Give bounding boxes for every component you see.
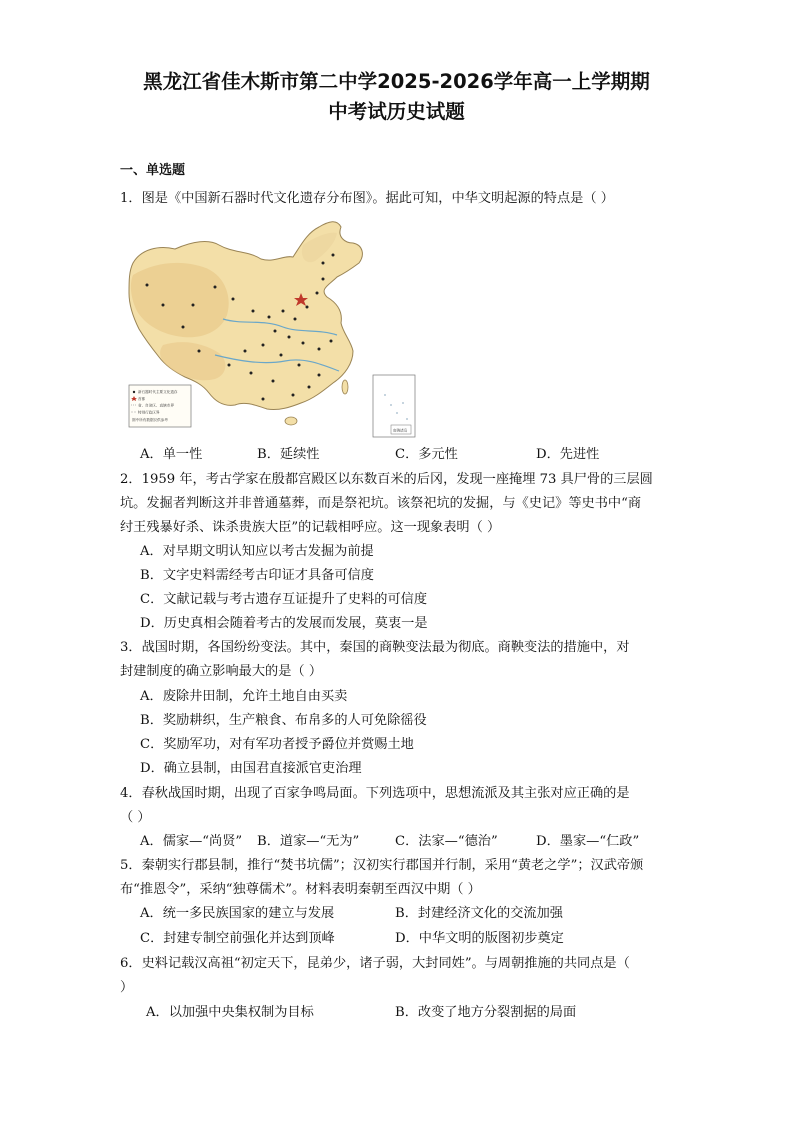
q2-option-b: B．文字史料需经考古印证才具备可信度 — [140, 568, 374, 583]
q3-option-a: A．废除井田制，允许土地自由买卖 — [140, 689, 348, 704]
q5-option-c: C．封建专制空前强化并达到顶峰 — [140, 931, 335, 946]
q5-option-b: B．封建经济文化的交流加强 — [395, 906, 563, 921]
q4-option-d: D．墨家—“仁政” — [536, 834, 640, 849]
legend-note: 图中所有数据仅供参考 — [132, 418, 168, 422]
q1-stem: 1．图是《中国新石器时代文化遗存分布图》。据此可知，中华文明起源的特点是（ ） — [120, 191, 614, 206]
document-title-line-2: 中考试历史试题 — [328, 100, 465, 123]
q4-option-c: C．法家—“德治” — [395, 834, 498, 849]
q2-stem-line-1: 2．1959 年，考古学家在殷都宫殿区以东数百米的后冈，发现一座掩埋 73 具尸骨的三层圆 — [120, 472, 653, 487]
q6-stem-line-1: 6．史料记载汉高祖“初定天下，昆弟少，诸子弱，大封同姓”。与周朝推施的共同点是（ — [120, 956, 630, 971]
q6-stem-line-2: ） — [120, 980, 134, 995]
q6-option-b: B．改变了地方分裂割据的局面 — [395, 1005, 577, 1020]
section-heading: 一、单选题 — [120, 163, 186, 178]
q5-stem-line-2: 布“推恩令”，采纳“独尊儒术”。材料表明秦朝至西汉中期（ ） — [120, 882, 481, 897]
q4-option-a: A．儒家—“尚贤” — [140, 834, 243, 849]
q1-option-b: B．延续性 — [257, 447, 320, 462]
q5-option-a: A．统一多民族国家的建立与发展 — [140, 906, 335, 921]
q2-option-c: C．文献记载与考古遗存互证提升了史料的可信度 — [140, 592, 428, 607]
legend-sar-border: 特别行政区界 — [138, 410, 160, 415]
china-map-figure — [123, 215, 421, 443]
map-inset-label: 南海诸岛 — [393, 428, 408, 433]
q1-option-d: D．先进性 — [536, 447, 600, 462]
neolithic-sites-map — [123, 215, 421, 443]
q2-stem-line-3: 纣王残暴好杀、诛杀贵族大臣”的记载相呼应。这一现象表明（ ） — [120, 520, 501, 535]
legend-capital: 首都 — [138, 397, 146, 401]
q2-stem-line-2: 坑。发掘者判断这并非普通墓葬，而是祭祀坑。该祭祀坑的发掘，与《史记》等史书中“商 — [120, 496, 642, 511]
q2-option-d: D．历史真相会随着考古的发展而发展，莫衷一是 — [140, 616, 428, 631]
q6-option-a: A．以加强中央集权制为目标 — [146, 1005, 314, 1020]
legend-province-border: 省、自治区、直辖市界 — [138, 403, 174, 408]
document-title-line-1: 黑龙江省佳木斯市第二中学2025-2026学年高一上学期期 — [143, 70, 650, 93]
q3-option-d: D．确立县制，由国君直接派官吏治理 — [140, 761, 362, 776]
q3-stem-line-1: 3．战国时期，各国纷纷变法。其中，秦国的商鞅变法最为彻底。商鞅变法的措施中，对 — [120, 640, 630, 655]
q1-option-a: A．单一性 — [140, 447, 203, 462]
q4-stem-line-1: 4．春秋战国时期，出现了百家争鸣局面。下列选项中，思想流派及其主张对应正确的是 — [120, 786, 630, 801]
q2-option-a: A．对早期文明认知应以考古发掘为前提 — [140, 544, 374, 559]
q3-option-c: C．奖励军功，对有军功者授予爵位并赏赐土地 — [140, 737, 414, 752]
legend-sites: 新石器时代主要文化遗存 — [138, 390, 178, 395]
q1-option-c: C．多元性 — [395, 447, 458, 462]
q4-option-b: B．道家—“无为” — [257, 834, 360, 849]
q5-option-d: D．中华文明的版图初步奠定 — [395, 931, 564, 946]
q3-stem-line-2: 封建制度的确立影响最大的是（ ） — [120, 664, 323, 679]
q4-stem-line-2: （ ） — [120, 810, 151, 825]
q5-stem-line-1: 5．秦朝实行郡县制，推行“焚书坑儒”；汉初实行郡国并行制，采用“黄老之学”；汉武帝颁 — [120, 858, 644, 873]
q3-option-b: B．奖励耕织，生产粮食、布帛多的人可免除徭役 — [140, 713, 427, 728]
